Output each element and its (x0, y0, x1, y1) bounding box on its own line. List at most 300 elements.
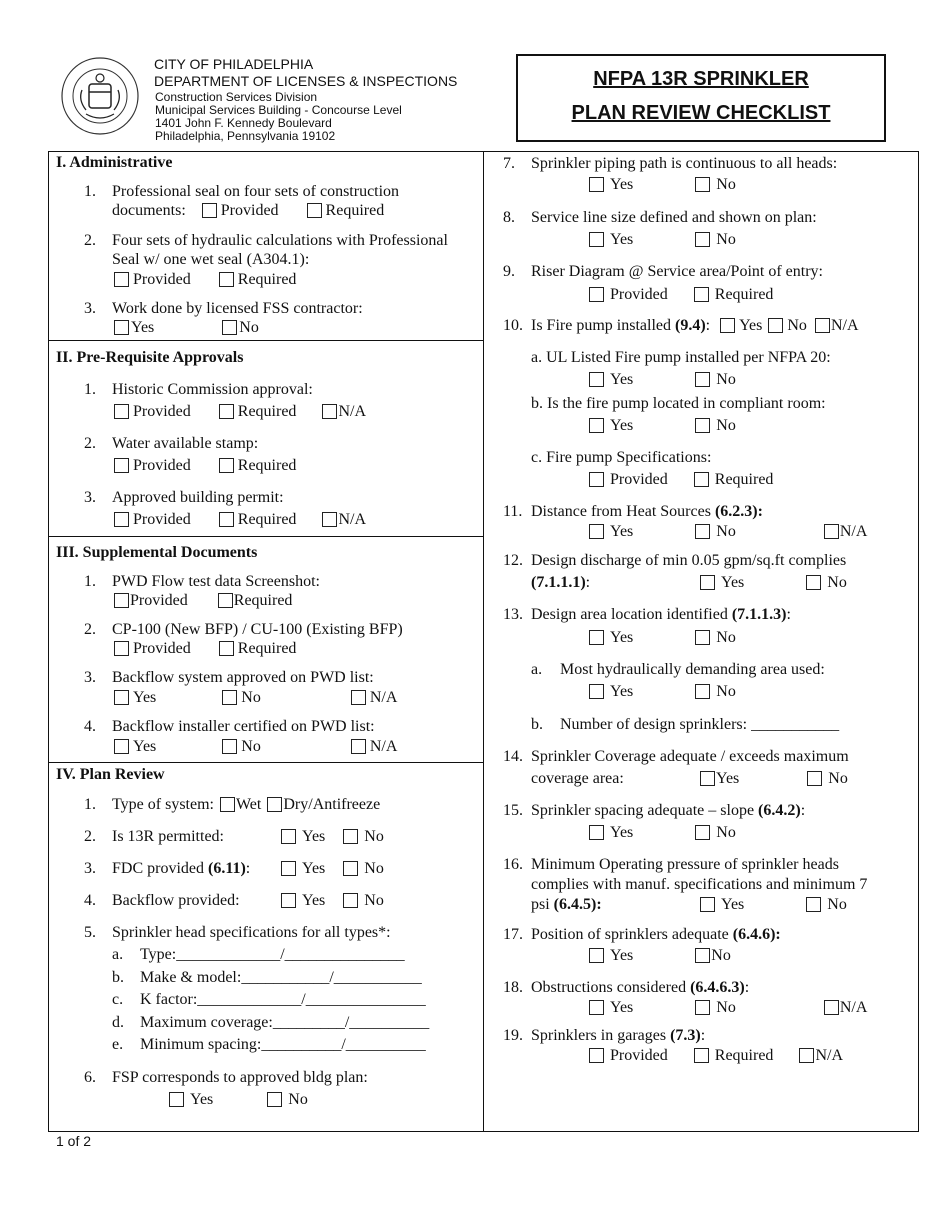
checkbox-no[interactable] (695, 232, 710, 247)
checkbox-no[interactable] (343, 829, 358, 844)
code-ref: (6.4.5): (553, 896, 602, 913)
item-number: 16. (503, 856, 523, 873)
checkbox-required[interactable] (219, 512, 234, 527)
item-9-options (589, 286, 773, 304)
prereq-item-2-text: Water available stamp: (112, 435, 259, 452)
option-label: No (241, 738, 261, 755)
option-label: Provided (610, 1047, 668, 1064)
option-label: No (787, 317, 807, 334)
item-15-text (531, 802, 805, 820)
option-label: Yes (133, 738, 157, 755)
spec-type-field[interactable]: Type:_____________/_______________ (140, 946, 405, 963)
option-label: Yes (610, 824, 634, 841)
option-label: Yes (302, 860, 326, 877)
admin-item-3-text: Work done by licensed FSS contractor: (112, 300, 363, 317)
item-12-text: Design discharge of min 0.05 gpm/sq.ft complies (531, 552, 847, 569)
checkbox-yes[interactable] (589, 948, 604, 963)
checkbox-required[interactable] (219, 404, 234, 419)
checkbox-yes[interactable] (589, 825, 604, 840)
label: Design area location identified (531, 606, 732, 623)
plan-item-2-text: Is 13R permitted: (112, 828, 224, 845)
option-label: Provided (133, 511, 191, 528)
label: Type of system: (112, 796, 214, 813)
checkbox-yes[interactable] (589, 684, 604, 699)
item-number: 19. (503, 1027, 523, 1044)
plan-item-5-text: Sprinkler head specifications for all types*: (112, 924, 391, 941)
item-11-options (589, 523, 867, 541)
checkbox-no[interactable] (768, 318, 783, 333)
option-label: Required (233, 592, 293, 609)
label-colon: : (786, 606, 791, 623)
section-title-administrative: I. Administrative (56, 154, 173, 171)
item-number: 9. (503, 263, 515, 280)
label: FDC provided (112, 860, 208, 877)
plan-item-1 (112, 796, 380, 814)
code-ref: (7.1.1.1) (531, 574, 586, 591)
checkbox-provided[interactable] (589, 472, 604, 487)
option-label: Required (237, 511, 297, 528)
option-label: Yes (610, 947, 634, 964)
checkbox-no[interactable] (695, 177, 710, 192)
checkbox-no[interactable] (695, 1000, 710, 1015)
spec-k-factor-field[interactable]: K factor:_____________/_______________ (140, 991, 426, 1008)
option-label: Yes (610, 417, 634, 434)
label: documents: (112, 202, 186, 219)
option-label: Provided (610, 471, 668, 488)
item-8-text: Service line size defined and shown on plan: (531, 209, 817, 226)
checkbox-yes[interactable] (114, 739, 129, 754)
supp-item-1-text: PWD Flow test data Screenshot: (112, 573, 320, 590)
item-12-ref (531, 574, 590, 592)
option-label: Yes (721, 896, 745, 913)
prereq-item-3-options (114, 511, 366, 529)
item-13-text (531, 606, 791, 624)
option-label: Required (237, 271, 297, 288)
supp-item-2-text: CP-100 (New BFP) / CU-100 (Existing BFP) (112, 621, 403, 638)
checkbox-na[interactable] (815, 318, 830, 333)
item-10b-options (589, 417, 736, 435)
checkbox-no[interactable] (267, 1092, 282, 1107)
item-15-options (589, 824, 736, 842)
option-label: Provided (133, 403, 191, 420)
supp-item-4-options (114, 738, 397, 756)
option-label: Yes (302, 892, 326, 909)
plan-item-2-options (281, 828, 384, 846)
city-seal-icon (60, 56, 140, 136)
checkbox-no[interactable] (222, 690, 237, 705)
supp-item-2-options (114, 640, 296, 658)
item-14-text: Sprinkler Coverage adequate / exceeds maximum (531, 748, 849, 765)
sub-letter: a. (112, 946, 124, 963)
item-number: 12. (503, 552, 523, 569)
option-label: N/A (369, 738, 398, 755)
option-label: N/A (369, 689, 398, 706)
checkbox-yes[interactable] (281, 861, 296, 876)
option-label: No (364, 828, 384, 845)
checkbox-no[interactable] (343, 861, 358, 876)
plan-item-3-options (281, 860, 384, 878)
plan-item-3-text (112, 860, 250, 878)
checkbox-na[interactable] (824, 1000, 839, 1015)
checkbox-no[interactable] (807, 771, 822, 786)
item-number: 2. (84, 232, 96, 249)
code-ref: (6.11) (208, 860, 246, 877)
item-18-options (589, 999, 867, 1017)
checkbox-provided[interactable] (114, 512, 129, 527)
section-divider-1 (48, 340, 483, 341)
city-seal (60, 56, 140, 136)
item-18-text (531, 979, 749, 997)
item-9-text: Riser Diagram @ Service area/Point of entry: (531, 263, 823, 280)
spec-max-coverage-field[interactable]: Maximum coverage:_________/__________ (140, 1014, 430, 1031)
option-label: Yes (739, 317, 763, 334)
option-label: Yes (190, 1091, 214, 1108)
checkbox-provided[interactable] (114, 641, 129, 656)
option-label: No (364, 892, 384, 909)
option-label: Yes (610, 683, 634, 700)
option-label: Required (325, 202, 385, 219)
checkbox-yes[interactable] (281, 829, 296, 844)
item-number: 5. (84, 924, 96, 941)
checkbox-yes[interactable] (589, 418, 604, 433)
section-title-supplemental: III. Supplemental Documents (56, 544, 258, 561)
title-line-1: NFPA 13R SPRINKLER (593, 68, 809, 90)
option-label: No (827, 896, 847, 913)
option-label: Yes (610, 231, 634, 248)
label: Is Fire pump installed (531, 317, 675, 334)
label: Sprinklers in garages (531, 1027, 671, 1044)
label: coverage area: (531, 770, 624, 787)
supp-item-1-options (114, 592, 292, 610)
checkbox-yes[interactable] (700, 771, 715, 786)
item-number: 1. (84, 573, 96, 590)
checkbox-provided[interactable] (202, 203, 217, 218)
checkbox-na[interactable] (351, 739, 366, 754)
checkbox-no[interactable] (806, 575, 821, 590)
option-label: No (288, 1091, 308, 1108)
option-label: N/A (839, 999, 868, 1016)
spec-min-spacing-field[interactable]: Minimum spacing:__________/__________ (140, 1036, 426, 1053)
item-16-options (700, 896, 847, 914)
column-divider (483, 151, 484, 1132)
checkbox-yes[interactable] (589, 177, 604, 192)
item-number: 1. (84, 381, 96, 398)
item-13b-field[interactable]: Number of design sprinklers: ___________ (560, 716, 840, 733)
option-label: N/A (815, 1047, 843, 1064)
item-14-options (700, 770, 848, 788)
checkbox-yes[interactable] (589, 524, 604, 539)
checkbox-no[interactable] (343, 893, 358, 908)
option-label: Required (237, 403, 297, 420)
street-text: 1401 John F. Kennedy Boulevard (155, 116, 332, 130)
item-19-text (531, 1027, 705, 1045)
option-label: No (711, 947, 731, 964)
item-12-options (700, 574, 847, 592)
title-box (516, 54, 886, 142)
option-label: Yes (610, 176, 634, 193)
item-10 (531, 317, 859, 335)
title-line-2: PLAN REVIEW CHECKLIST (571, 102, 831, 124)
option-label: No (716, 999, 736, 1016)
option-label: No (828, 770, 848, 787)
checkbox-yes[interactable] (589, 232, 604, 247)
sub-letter: c. (112, 991, 124, 1008)
option-label: N/A (830, 317, 859, 334)
plan-item-6-options (169, 1091, 308, 1109)
checkbox-yes[interactable] (589, 630, 604, 645)
division-text: Construction Services Division (155, 90, 318, 104)
item-number: 7. (503, 155, 515, 172)
checkbox-na[interactable] (322, 512, 337, 527)
item-number: 6. (84, 1069, 96, 1086)
section-divider-3 (48, 762, 483, 763)
item-10a-text: a. UL Listed Fire pump installed per NFPA 20: (531, 349, 831, 366)
checkbox-no[interactable] (222, 320, 237, 335)
label-colon: : (700, 1027, 706, 1044)
option-label: Yes (131, 319, 155, 336)
item-17-text (531, 926, 781, 944)
prereq-item-3-text: Approved building permit: (112, 489, 284, 506)
label-colon: : (585, 574, 591, 591)
checkbox-required[interactable] (694, 472, 709, 487)
option-label: No (716, 824, 736, 841)
item-17-options (589, 947, 731, 965)
checkbox-provided[interactable] (114, 458, 129, 473)
option-label: Yes (610, 523, 634, 540)
option-label: Yes (610, 371, 634, 388)
checkbox-na[interactable] (322, 404, 337, 419)
option-label: Yes (610, 629, 634, 646)
item-number: 1. (84, 796, 96, 813)
item-number: 1. (84, 183, 96, 200)
org-line-2: DEPARTMENT OF LICENSES & INSPECTIONS (154, 73, 458, 89)
label-colon: : (705, 317, 711, 334)
checkbox-no[interactable] (222, 739, 237, 754)
checkbox-required[interactable] (307, 203, 322, 218)
checkbox-no[interactable] (695, 524, 710, 539)
checkbox-no[interactable] (695, 372, 710, 387)
label-colon: : (744, 979, 750, 996)
checkbox-required[interactable] (694, 1048, 709, 1063)
section-title-prerequisite: II. Pre-Requisite Approvals (56, 349, 244, 366)
item-number: 4. (84, 892, 96, 909)
checkbox-yes[interactable] (589, 372, 604, 387)
option-label: No (241, 689, 261, 706)
option-label: No (716, 417, 736, 434)
plan-item-4-text: Backflow provided: (112, 892, 240, 909)
checkbox-yes[interactable] (281, 893, 296, 908)
label: Sprinkler spacing adequate – slope (531, 802, 759, 819)
checkbox-provided[interactable] (114, 404, 129, 419)
checkbox-na[interactable] (799, 1048, 814, 1063)
option-label: Yes (716, 770, 740, 787)
item-8-options (589, 231, 736, 249)
checkbox-no[interactable] (695, 684, 710, 699)
section-divider-2 (48, 536, 483, 537)
option-label: Required (714, 1047, 774, 1064)
item-13-options (589, 629, 736, 647)
item-number: 14. (503, 748, 523, 765)
item-10c-options (589, 471, 773, 489)
item-number: 11. (503, 503, 523, 520)
item-14-text-2 (531, 770, 624, 788)
plan-item-6-text: FSP corresponds to approved bldg plan: (112, 1069, 368, 1086)
checkbox-provided[interactable] (589, 1048, 604, 1063)
item-number: 15. (503, 802, 523, 819)
label: Obstructions considered (531, 979, 691, 996)
checkbox-yes[interactable] (114, 690, 129, 705)
option-label: No (827, 574, 847, 591)
sub-letter: b. (531, 716, 543, 733)
checkbox-no[interactable] (695, 418, 710, 433)
checkbox-required[interactable] (218, 593, 233, 608)
checkbox-required[interactable] (694, 287, 709, 302)
item-number: 3. (84, 300, 96, 317)
checkbox-required[interactable] (219, 272, 234, 287)
checkbox-yes[interactable] (700, 575, 715, 590)
checkbox-required[interactable] (219, 641, 234, 656)
option-label: No (716, 231, 736, 248)
item-16-text-3 (531, 896, 602, 914)
spec-make-model-field[interactable]: Make & model:___________/___________ (140, 969, 422, 986)
item-number: 10. (503, 317, 523, 334)
building-text: Municipal Services Building - Concourse Level (155, 103, 402, 117)
item-16-text-2: complies with manuf. specifications and minimum 7 (531, 876, 868, 893)
checkbox-no[interactable] (695, 825, 710, 840)
option-label: Provided (610, 286, 668, 303)
checkbox-yes[interactable] (169, 1092, 184, 1107)
admin-item-1-text-2 (112, 202, 384, 220)
label-colon: : (800, 802, 806, 819)
code-ref: (6.4.6): (732, 926, 781, 943)
item-number: 2. (84, 828, 96, 845)
checkbox-yes[interactable] (114, 320, 129, 335)
item-10a-options (589, 371, 736, 389)
item-number: 2. (84, 621, 96, 638)
option-label: Provided (130, 592, 188, 609)
checkbox-na[interactable] (351, 690, 366, 705)
option-label: Required (714, 471, 774, 488)
item-number: 2. (84, 435, 96, 452)
option-label: No (716, 523, 736, 540)
checkbox-wet[interactable] (220, 797, 235, 812)
option-label: No (716, 629, 736, 646)
option-label: Provided (133, 271, 191, 288)
section-title-plan-review: IV. Plan Review (56, 766, 165, 783)
item-number: 4. (84, 718, 96, 735)
sub-letter: d. (112, 1014, 124, 1031)
checkbox-provided[interactable] (589, 287, 604, 302)
item-number: 3. (84, 860, 96, 877)
checkbox-na[interactable] (824, 524, 839, 539)
label-colon: : (245, 860, 251, 877)
item-number: 13. (503, 606, 523, 623)
option-label: No (239, 319, 259, 336)
prereq-item-1-text: Historic Commission approval: (112, 381, 313, 398)
checkbox-no[interactable] (695, 948, 710, 963)
plan-item-4-options (281, 892, 384, 910)
option-label: Wet (235, 796, 262, 813)
option-label: Yes (133, 689, 157, 706)
item-7-text: Sprinkler piping path is continuous to all heads: (531, 155, 838, 172)
admin-item-2-options (114, 271, 296, 289)
item-number: 3. (84, 489, 96, 506)
option-label: N/A (338, 511, 366, 528)
option-label: Provided (133, 640, 191, 657)
option-label: Provided (133, 457, 191, 474)
option-label: Yes (610, 999, 634, 1016)
admin-item-2-text: Four sets of hydraulic calculations with Professional (112, 232, 448, 249)
item-number: 8. (503, 209, 515, 226)
option-label: Yes (302, 828, 326, 845)
checkbox-yes[interactable] (700, 897, 715, 912)
option-label: No (364, 860, 384, 877)
page-number: 1 of 2 (56, 1133, 92, 1149)
option-label: Provided (220, 202, 279, 219)
sub-letter: b. (112, 969, 124, 986)
code-ref: (6.4.2) (758, 802, 801, 819)
option-label: N/A (338, 403, 366, 420)
item-number: 18. (503, 979, 523, 996)
label: Distance from Heat Sources (531, 503, 715, 520)
item-19-options (589, 1047, 843, 1065)
option-label: N/A (839, 523, 868, 540)
admin-item-3-options (114, 319, 259, 337)
prereq-item-1-options (114, 403, 366, 421)
option-label: Required (714, 286, 774, 303)
option-label: Required (237, 457, 297, 474)
item-10c-text: c. Fire pump Specifications: (531, 449, 712, 466)
code-ref: (6.4.6.3) (690, 979, 745, 996)
admin-item-2-text-2: Seal w/ one wet seal (A304.1): (112, 251, 310, 268)
checkbox-required[interactable] (219, 458, 234, 473)
code-ref: (7.1.1.3) (731, 606, 787, 623)
admin-item-1-text: Professional seal on four sets of construction (112, 183, 400, 200)
code-ref: (7.3) (670, 1027, 701, 1044)
sub-letter: e. (112, 1036, 124, 1053)
checkbox-yes[interactable] (589, 1000, 604, 1015)
option-label: No (716, 176, 736, 193)
supp-item-4-text: Backflow installer certified on PWD list: (112, 718, 375, 735)
item-7-options (589, 176, 736, 194)
checkbox-yes[interactable] (720, 318, 735, 333)
checkbox-no[interactable] (806, 897, 821, 912)
checkbox-provided[interactable] (114, 272, 129, 287)
checkbox-no[interactable] (695, 630, 710, 645)
code-ref: (6.2.3): (714, 503, 763, 520)
label: psi (531, 896, 554, 913)
prereq-item-2-options (114, 457, 296, 475)
supp-item-3-options (114, 689, 397, 707)
item-11-text (531, 503, 763, 521)
item-number: 17. (503, 926, 523, 943)
item-16-text: Minimum Operating pressure of sprinkler heads (531, 856, 839, 873)
item-number: 3. (84, 669, 96, 686)
option-label: No (716, 371, 736, 388)
item-13a-text: Most hydraulically demanding area used: (560, 661, 825, 678)
checkbox-dry-antifreeze[interactable] (267, 797, 282, 812)
option-label: Required (237, 640, 297, 657)
label: Position of sprinklers adequate (531, 926, 733, 943)
code-ref: (9.4) (674, 317, 706, 334)
option-label: Yes (721, 574, 745, 591)
option-label: Dry/Antifreeze (283, 796, 381, 813)
item-10b-text: b. Is the fire pump located in compliant room: (531, 395, 826, 412)
city-text: Philadelphia, Pennsylvania 19102 (155, 129, 336, 143)
item-13a-options (589, 683, 736, 701)
checkbox-provided[interactable] (114, 593, 129, 608)
option-label: No (716, 683, 736, 700)
